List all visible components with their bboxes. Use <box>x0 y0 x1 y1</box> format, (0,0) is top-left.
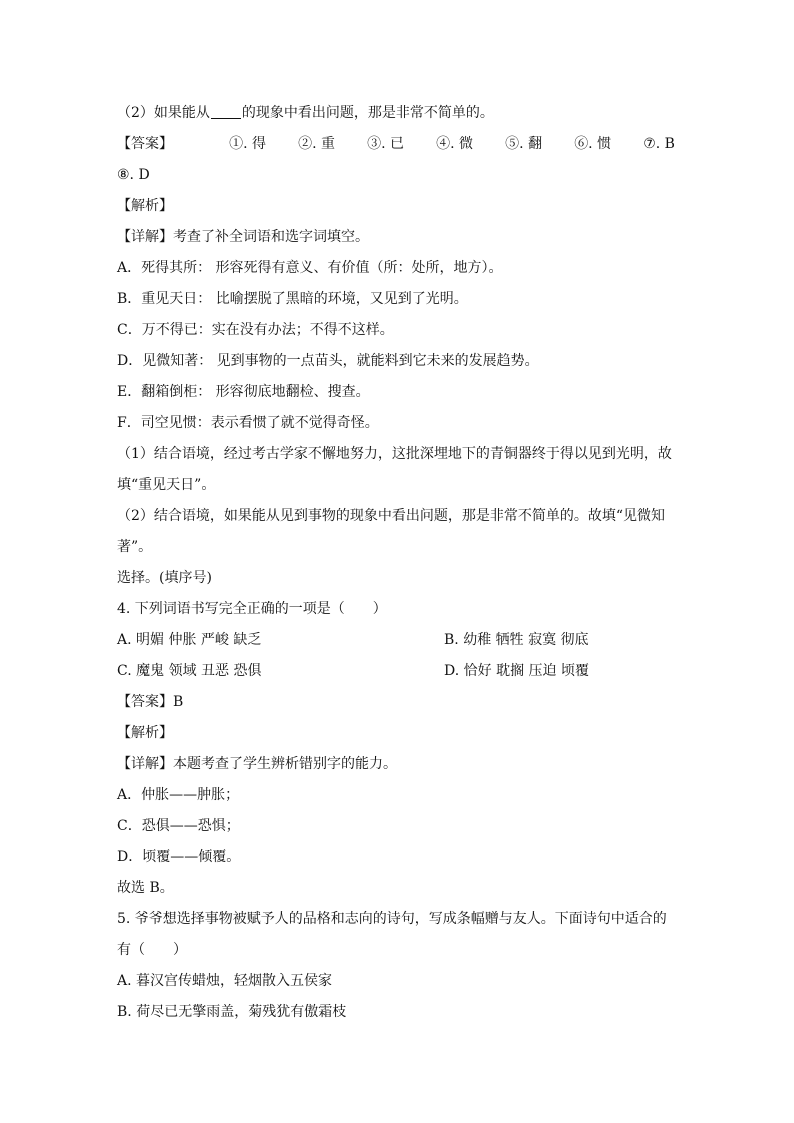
question-5-line1: 5. 爷爷想选择事物被赋予人的品格和志向的诗句，写成条幅赠与友人。下面诗句中适合的 <box>117 911 667 927</box>
analysis-heading: 【解析】 <box>117 198 173 214</box>
question-5-line2: 有（ ） <box>117 942 187 958</box>
option-b: B. 幼稚 牺牲 寂寞 彻底 <box>444 632 589 648</box>
question-4: 4. 下列词语书写完全正确的一项是（ ） <box>117 601 387 617</box>
option-a: A. 明媚 仲胀 严峻 缺乏 <box>117 632 262 648</box>
question-line <box>117 98 687 129</box>
answer-item: ③. 已 <box>367 136 405 152</box>
detail-heading: 【详解】本题考查了学生辨析错别字的能力。 <box>117 756 397 772</box>
answer-label: 【答案】 <box>117 136 173 152</box>
explanation-2-line2: 著”。 <box>117 539 153 555</box>
explanation-1-line1: （1）结合语境，经过考古学家不懈地努力，这批深埋地下的青铜器终于得以见到光明，故 <box>117 446 672 462</box>
answer-continuation: ⑧. D <box>117 167 150 183</box>
analysis-heading: 【解析】 <box>117 725 173 741</box>
answer-item: ⑦. B <box>643 136 675 152</box>
definition-b: B．重见天日： 比喻摆脱了黑暗的环境，又见到了光明。 <box>117 291 468 307</box>
explanation-2-line1: （2）结合语境，如果能从见到事物的现象中看出问题，那是非常不简单的。故填“见微知 <box>117 508 666 524</box>
correction-d: D．顷覆——倾覆。 <box>117 849 241 865</box>
section-heading: 选择。(填序号) <box>117 570 212 586</box>
fill-blank <box>211 104 241 119</box>
answer-item: ②. 重 <box>298 136 336 152</box>
explanation-1-line2: 填“重见天日”。 <box>117 477 216 493</box>
correction-a: A．仲胀——肿胀； <box>117 787 240 803</box>
option-d: D. 恰好 耽搁 压迫 顷覆 <box>444 663 589 679</box>
conclusion: 故选 B。 <box>117 880 174 896</box>
definition-e: E．翻箱倒柜： 形容彻底地翻检、搜查。 <box>117 384 370 400</box>
definition-c: C．万不得已：实在没有办法；不得不这样。 <box>117 322 394 338</box>
answer-item: ⑤. 翻 <box>505 136 543 152</box>
answer-item: ④. 微 <box>436 136 474 152</box>
answer-item: ①. 得 <box>229 136 267 152</box>
question-text-suffix: 的现象中看出问题，那是非常不简单的。 <box>241 105 494 121</box>
definition-a: A．死得其所： 形容死得有意义、有价值（所：处所，地方）。 <box>117 260 503 276</box>
question-4-options-row2 <box>117 656 687 687</box>
option-c: C. 魔鬼 领域 丑恶 恐俱 <box>117 663 262 679</box>
question-5-option-b: B. 荷尽已无擎雨盖，菊残犹有傲霜枝 <box>117 1004 347 1020</box>
correction-c: C．恐俱——恐惧； <box>117 818 240 834</box>
definition-f: F．司空见惯：表示看惯了就不觉得奇怪。 <box>117 415 379 431</box>
question-text-prefix: （2）如果能从 <box>117 105 210 121</box>
question-4-options-row1 <box>117 625 687 656</box>
question-5-option-a: A. 暮汉宫传蜡烛，轻烟散入五侯家 <box>117 973 333 989</box>
definition-d: D．见微知著： 见到事物的一点苗头，就能料到它未来的发展趋势。 <box>117 353 539 369</box>
answer-4: 【答案】B <box>117 694 184 710</box>
answer-row <box>117 129 675 160</box>
document-page <box>117 98 687 1028</box>
answer-item: ⑥. 惯 <box>574 136 612 152</box>
detail-heading: 【详解】考查了补全词语和选字词填空。 <box>117 229 369 245</box>
